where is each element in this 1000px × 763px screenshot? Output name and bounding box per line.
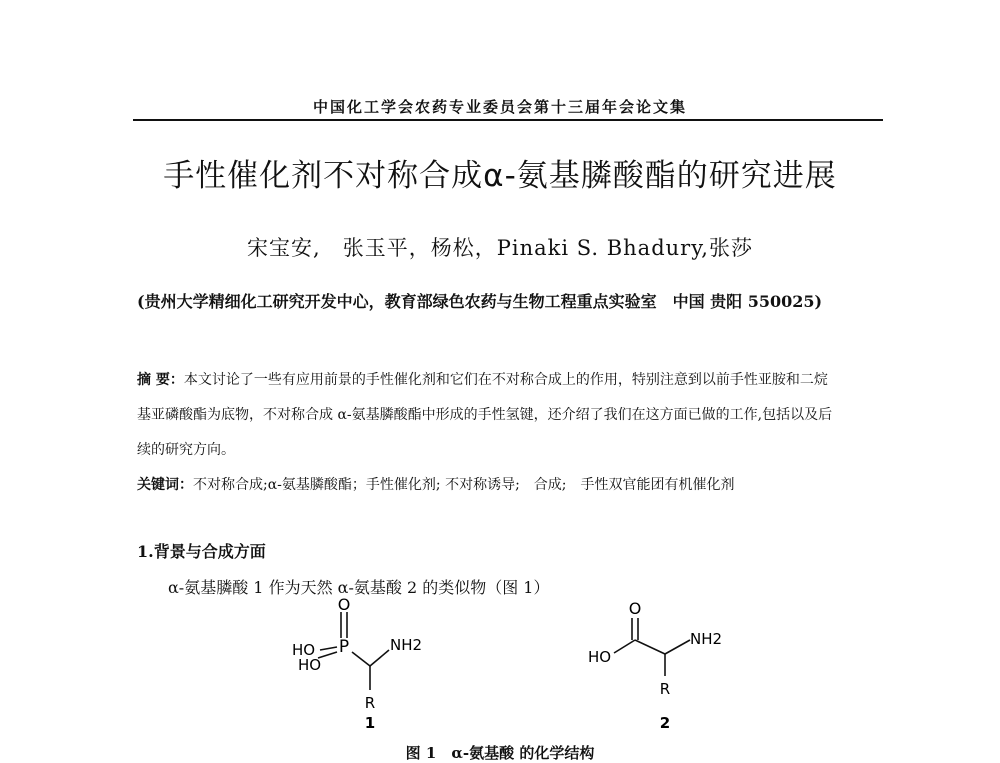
compound-2-number: 2 — [659, 714, 671, 732]
c2-atom-r: R — [659, 680, 671, 698]
abstract-line-3: 续的研究方向。 — [137, 442, 235, 458]
running-head: 中国化工学会农药专业委员会第十三届年会论文集 — [312, 98, 687, 116]
p-oh-bond-upper — [320, 647, 337, 650]
c1-atom-p: P — [338, 637, 350, 657]
figure-1 — [0, 590, 1000, 740]
c1-atom-ho-lower: HO — [298, 656, 322, 674]
c2-atom-ho: HO — [588, 648, 612, 666]
compound-2-structure — [614, 618, 690, 676]
header-rule — [133, 119, 883, 121]
compound-1-structure — [318, 612, 389, 690]
c-oh-bond — [614, 640, 635, 653]
c1-atom-nh2: NH2 — [390, 636, 423, 654]
abstract-line-2: 基亚磷酸酯为底物，不对称合成 α-氨基膦酸酯中形成的手性氢键，还介绍了我们在这方面已做的工作,包括以及后 — [137, 407, 833, 423]
abstract-text-1: 本文讨论了一些有应用前景的手性催化剂和它们在不对称合成上的作用，特别注意到以前手性亚胺和二烷 — [183, 372, 828, 388]
abstract-line-1 — [137, 369, 828, 389]
c-c-bond — [635, 640, 665, 654]
c1-atom-o: O — [337, 595, 351, 614]
figure-caption: 图 1 α-氨基酸 的化学结构 — [405, 744, 595, 762]
compound-1-number: 1 — [364, 714, 376, 732]
intro-sentence: α-氨基膦酸 1 作为天然 α-氨基酸 2 的类似物（图 1） — [168, 578, 550, 597]
p-c-bond — [352, 652, 370, 666]
c1-atom-r: R — [364, 694, 376, 712]
c1-atom-ho-upper: HO — [292, 641, 316, 659]
c2-atom-nh2: NH2 — [690, 630, 723, 648]
c-n-bond-2 — [665, 640, 690, 654]
keywords-text: 不对称合成;α-氨基膦酸酯；手性催化剂; 不对称诱导; 合成; 手性双官能团有机催化剂 — [193, 477, 735, 493]
affiliation: (贵州大学精细化工研究开发中心，教育部绿色农药与生物工程重点实验室 中国 贵阳 550025) — [137, 292, 823, 311]
paper-title: 手性催化剂不对称合成α-氨基膦酸酯的研究进展 — [163, 158, 837, 194]
c-n-bond — [370, 650, 389, 666]
abstract-label: 摘 要： — [137, 372, 184, 388]
c2-atom-o: O — [628, 599, 642, 618]
authors: 宋宝安, 张玉平，杨松，Pinaki S. Bhadury,张莎 — [247, 236, 753, 260]
keywords — [137, 474, 735, 494]
section-heading: 1.背景与合成方面 — [137, 542, 266, 561]
keywords-label: 关键词： — [137, 477, 193, 493]
